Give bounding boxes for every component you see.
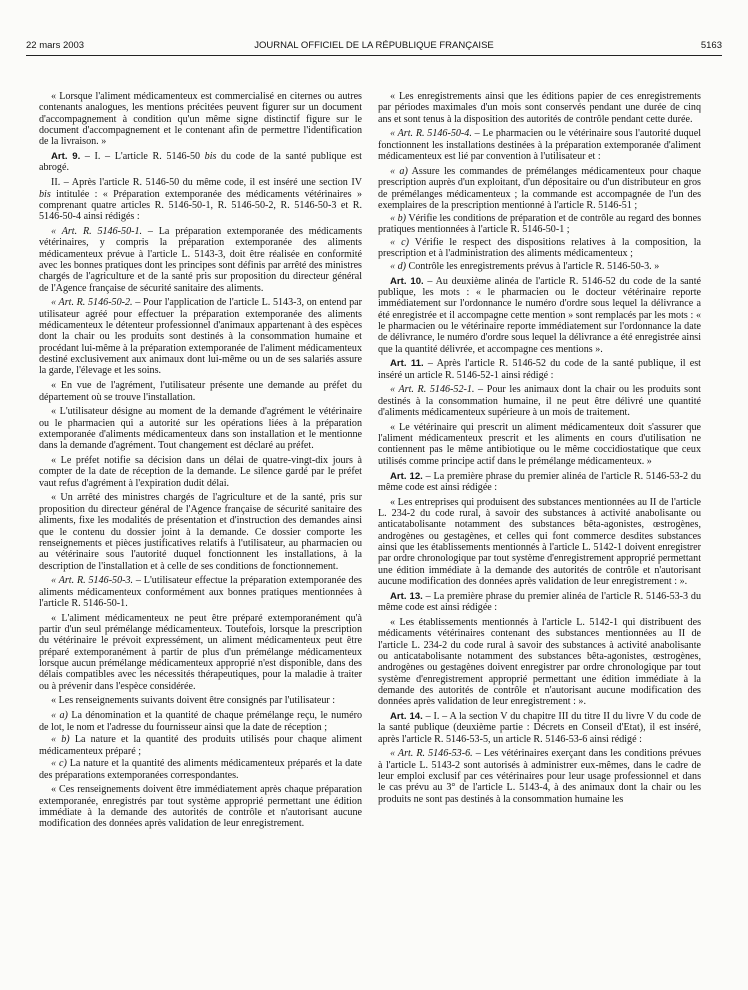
article-label: Art. 12. (390, 470, 423, 482)
article-label: Art. 10. (390, 275, 424, 287)
article-label: Art. 14. (390, 711, 423, 722)
article-label: Art. 11. (390, 358, 424, 370)
list-item-b: « b) La nature et la quantité des produits utilisés pour chaque aliment médicamenteux préparé ; (39, 734, 363, 757)
left-column (39, 91, 362, 833)
article-r-5146-50-2: « Art. R. 5146-50-2. – Pour l'application de l'article L. 5143-3, on entend par utilisateur agréé pour effectuer la préparation extemporanée des aliments médicamenteux le détenteur professionnel d'animaux appartenant à des espèces dont la chair ou les produits sont destinés à la consommation humaine et procédant lui-même à la préparation extemporanée de l'aliment médicamenteux destiné exclusivement aux animaux dont lui-même ou un de ses salariés assure la garde, l'élevage et les soins. (39, 297, 362, 377)
list-item-b: « b) Vérifie les conditions de préparation et de contrôle au regard des bonnes pratiques mentionnées à l'article R. 5146-50-1 ; (378, 212, 702, 235)
paragraph-agrement: « En vue de l'agrément, l'utilisateur présente une demande au préfet du département où se trouve l'installation. (39, 380, 362, 403)
paragraph-livraison: « Lorsque l'aliment médicamenteux est commercialisé en citernes ou autres contenants analogues, les mentions précitées peuvent figurer sur un document d'accompagnement à condition qu'un même signe distinctif figure sur le document d'accompagnement et le contenant afin de permettre l'identification de la livraison. » (39, 91, 362, 148)
article-r-5146-50-4: « Art. R. 5146-50-4. – Le pharmacien ou le vétérinaire sous l'autorité duquel fonctionnent les installations destinées à la préparation extemporanée d'aliment médicamenteux est lié par convention à l'utilisateur et : (378, 128, 701, 163)
list-item-d: « d) Contrôle les enregistrements prévus à l'article R. 5146-50-3. » (390, 260, 660, 272)
right-column (378, 91, 701, 809)
article-label: Art. 9. (51, 151, 81, 163)
article-12: Art. 12. – La première phrase du premier alinéa de l'article R. 5146-53-2 du même code est ainsi rédigée : (378, 470, 701, 493)
page-number: 5163 (700, 40, 722, 51)
paragraph-prefet: « Le préfet notifie sa décision dans un délai de quatre-vingt-dix jours à compter de la date de réception de la demande. Le silence gardé par le préfet vaut refus d'agrément à l'expiration dudit délai. (39, 455, 362, 489)
paragraph-etablissements: « Les établissements mentionnés à l'article L. 5142-1 qui distribuent des médicaments vétérinaires contenant des substances mentionnées au II de l'article L. 234-2 du code rural à savoir des substances à activité anabolisante ou anticatabolisante notamment des substances bêta-agonistes, œstrogènes, androgènes ou gestagènes doivent enregistrer par ordre chronologique par tout système d'enregistrement approprié permettant une édition immédiate à la demande des autorités de contrôle et n'autorisant aucune modification des données après validation de leur enregistrement : ». (378, 616, 701, 708)
article-9: Art. 9. – I. – L'article R. 5146-50 bis du code de la santé publique est abrogé. (39, 151, 362, 174)
article-r-5146-52-1: « Art. R. 5146-52-1. – Pour les animaux dont la chair ou les produits sont destinés à la consommation humaine, il ne peut être délivré une quantité d'aliments médicamenteux supérieure à un mois de traitement. (378, 384, 701, 419)
article-r-5146-50-1: « Art. R. 5146-50-1. – La préparation extemporanée des médicaments vétérinaires, y compris la préparation extemporanée des aliments médicamenteux prévue à l'article L. 5143-3, doit être réalisée en conformité avec les bonnes pratiques dont les principes sont définis par arrêté des ministres chargés de l'agriculture et de la santé pris sur proposition du directeur général de l'Agence française de sécurité sanitaire des aliments. (39, 225, 362, 294)
article-13: Art. 13. – La première phrase du premier alinéa de l'article R. 5146-53-3 du même code est ainsi rédigée : (378, 590, 701, 614)
paragraph-veterinaire: « Le vétérinaire qui prescrit un aliment médicamenteux doit s'assurer que l'aliment médicamenteux prescrit et les aliments en cours d'utilisation ne contiennent pas le même antibiotique ou le même coccidiostatique que ceux utilisés comme principe actif dans le prémélange médicamenteux. » (378, 421, 701, 467)
list-item-a: « a) Assure les commandes de prémélanges médicamenteux pour chaque prescription auprès d'un exploitant, d'un dépositaire ou d'un distributeur en gros de prémélanges médicamenteux ; la commande est accompagnée de l'un des exemplaires de la prescription mentionné à l'article R. 5146-51 ; (378, 165, 701, 211)
article-11: Art. 11. – Après l'article R. 5146-52 du code de la santé publique, il est inséré un article R. 5146-52-1 ainsi rédigé : (378, 358, 701, 381)
paragraph-renseignements: « Les renseignements suivants doivent être consignés par l'utilisateur : (51, 695, 336, 707)
article-14: Art. 14. – I. – A la section V du chapitre III du titre II du livre V du code de la santé publique (deuxième partie : Décrets en Conseil d'Etat), il est inséré, après l'article R. 5146-53-5, un article R. 5146-53-6 ainsi rédigé : (378, 711, 701, 745)
article-10: Art. 10. – Au deuxième alinéa de l'article R. 5146-52 du code de la santé publique, les mots : « le pharmacien ou le docteur vétérinaire reporte immédiatement sur l'ordonnance le numéro d'ordre sous lequel la délivrance a été enregistrée et il accompagne cette mention » sont remplacés par les mots : « le pharmacien ou le vétérinaire reporte immédiatement sur l'ordonnance la date de délivrance, le numéro d'ordre sous lequel la délivrance a été enregistrée ainsi que la quantité délivrée, et accompagne ces mentions ». (378, 275, 701, 355)
header-rule (26, 55, 722, 56)
paragraph-enregistrement: « Ces renseignements doivent être immédiatement après chaque préparation extemporanée, enregistrés par tout système approprié permettant une édition immédiate à la demande des autorités de contrôle et n'autorisant aucune modification des données après validation de leur enregistrement. (39, 784, 362, 830)
paragraph-designation: « L'utilisateur désigne au moment de la demande d'agrément le vétérinaire ou le pharmacien qui a autorité sur les opérations liées à la préparation extemporanée d'aliments médicamenteux dans son installation et le mentionne dans la demande d'agrément. Tout changement est déclaré au préfet. (39, 406, 362, 452)
article-9-ii: II. – Après l'article R. 5146-50 du même code, il est inséré une section IV bis intitulée : « Préparation extemporanée des médicaments vétérinaires » comprenant quatre articles R. 5146-50-1, R. 5146-50-2, R. 5146-50-3 et R. 5146-50-4 ainsi rédigés : (39, 177, 362, 223)
journal-title: JOURNAL OFFICIEL DE LA RÉPUBLIQUE FRANÇAISE (254, 40, 494, 51)
issue-date: 22 mars 2003 (26, 40, 85, 51)
article-label: Art. 13. (390, 590, 423, 602)
page-header (26, 40, 722, 54)
list-item-c: « c) Vérifie le respect des dispositions relatives à la composition, la prescription et à l'administration des aliments médicamenteux ; (378, 236, 701, 260)
article-r-5146-53-6: « Art. R. 5146-53-6. – Les vétérinaires exerçant dans les conditions prévues à l'article L. 5143-2 sont autorisés à administrer eux-mêmes, dans le cadre de leur emploi exclusif par ces vétérinaires pour leur usage professionnel et dans le cas prévu au 3° de l'article L. 5143-4, à des animaux dont la chair ou les produits ne sont pas destinés à la consommation humaine les (378, 748, 702, 805)
article-r-5146-50-3: « Art. R. 5146-50-3. – L'utilisateur effectue la préparation extemporanée des aliments médicamenteux conformément aux bonnes pratiques mentionnées à l'article R. 5146-50-1. (39, 575, 362, 609)
list-item-c: « c) La nature et la quantité des aliments médicamenteux préparés et la date des préparations extemporanées correspondantes. (39, 758, 362, 781)
paragraph-arrete: « Un arrêté des ministres chargés de l'agriculture et de la santé, pris sur proposition du directeur général de l'Agence française de sécurité sanitaire des aliments, fixe les modalités de présentation et d'instruction des demandes ainsi que le contenu du dossier joint à la demande. Ce dossier comporte les renseignements et pièces justificatives relatifs à l'utilisateur, au pharmacien ou au vétérinaire sous l'autorité duquel fonctionnent les installations, à la description de l'installation et à celle de ses conditions de fonctionnement. (39, 492, 362, 572)
paragraph-conservation: « Les enregistrements ainsi que les éditions papier de ces enregistrements par périodes maximales d'un mois sont conservés pendant une durée de cinq ans et sont tenus à la disposition des autorités de contrôle pendant cette durée. (378, 91, 701, 125)
paragraph-aliment: « L'aliment médicamenteux ne peut être préparé extemporanément qu'à partir d'un seul prémélange médicamenteux. Toutefois, lorsque la prescription du vétérinaire le prévoit expressément, un aliment médicamenteux peut être préparé extemporanément à partir de plus d'un prémélange médicamenteux lorsque aucun prémélange médicamenteux approprié n'est disponible, dans des délais compatibles avec les nécessités thérapeutiques, pour la maladie à traiter ou à prévenir dans l'espèce considérée. (39, 612, 362, 692)
paragraph-entreprises: « Les entreprises qui produisent des substances mentionnées au II de l'article L. 234-2 du code rural, à savoir des substances à activité anabolisante ou anticatabolisante notamment des substances bêta-agonistes, œstrogènes, androgènes ou gestagènes, et celles qui font commerce desdites substances ainsi que les établissements mentionnés à l'article L. 5142-1 doivent enregistrer par ordre chronologique par tout système d'enregistrement approprié permettant une édition immédiate à la demande des autorités de contrôle et n'autorisant aucune modification des données après validation de leur enregistrement : ». (378, 496, 701, 588)
list-item-a: « a) La dénomination et la quantité de chaque prémélange reçu, le numéro de lot, le nom et l'adresse du fournisseur ainsi que la date de réception ; (39, 710, 363, 733)
